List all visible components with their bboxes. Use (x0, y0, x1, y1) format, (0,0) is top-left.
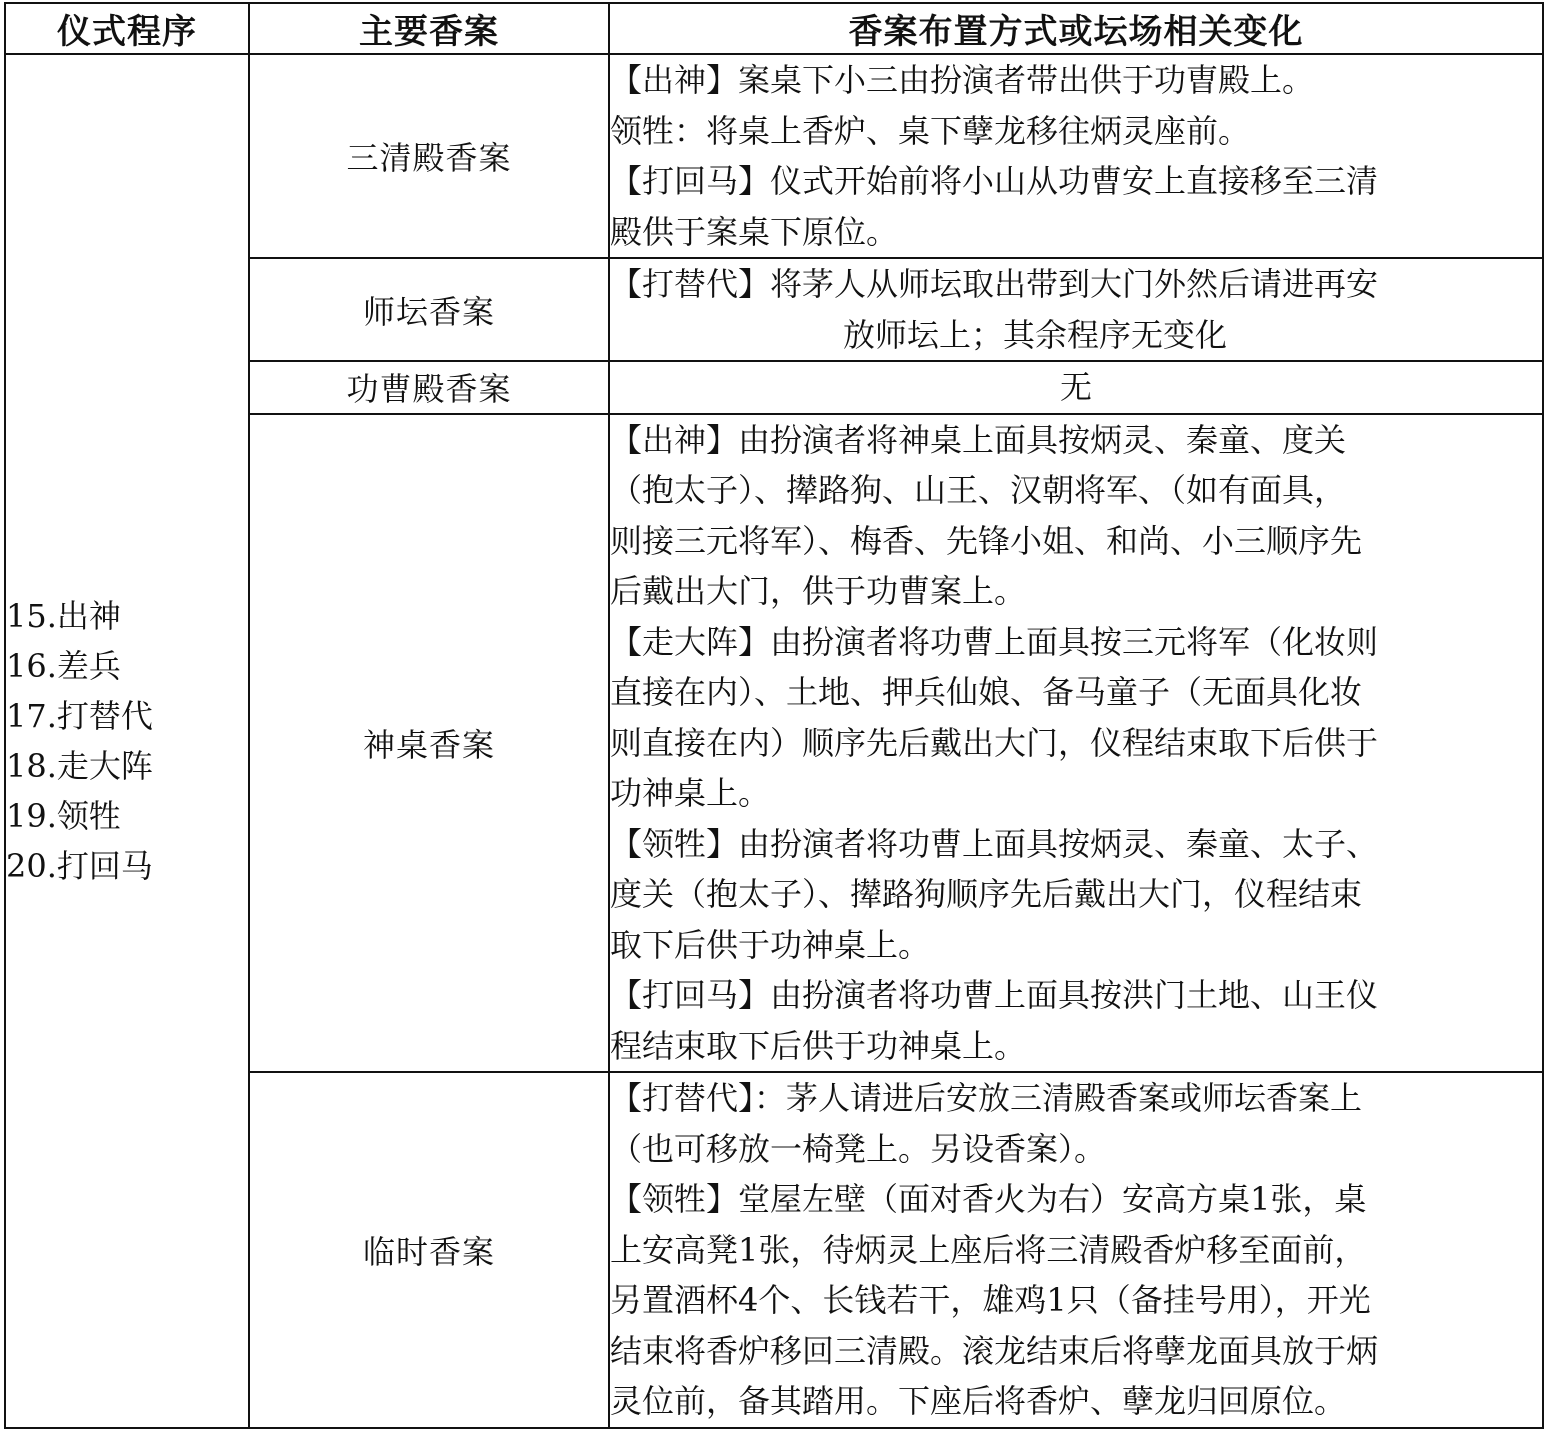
arrangement-line: 取下后供于功神桌上。 (610, 925, 931, 964)
ritual-table (4, 2, 1544, 1429)
arrangement-line: 【出神】案桌下小三由扮演者带出供于功曺殿上。 (610, 61, 1315, 99)
header-procedure: 仪式程序 (5, 3, 249, 54)
altar-name: 神桌香案 (249, 414, 609, 1073)
header-arrangement: 香案布置方式或坛场相关变化 (609, 3, 1543, 54)
arrangement-line: 【打回马】仪式开始前将小山从功曹安上直接移至三清 (610, 162, 1379, 200)
altar-name: 功曹殿香案 (249, 361, 609, 414)
arrangement-line: 【领牲】堂屋左壁（面对香火为右）安高方桌1张，桌 (610, 1180, 1367, 1219)
arrangement-line: 殿供于案桌下原位。 (610, 212, 899, 251)
arrangement-line: 【走大阵】由扮演者将功曹上面具按三元将军（化妆则 (610, 622, 1379, 661)
table-row (5, 54, 1543, 258)
arrangement-line: 直接在内）、土地、押兵仙娘、备马童子（无面具化妆 (610, 673, 1363, 711)
arrangement-cell (609, 414, 1543, 1073)
arrangement-cell (609, 54, 1543, 258)
arrangement-cell (609, 361, 1543, 414)
arrangement-line: 【打回马】由扮演者将功曹上面具按洪门土地、山王仪 (610, 976, 1379, 1014)
arrangement-line: 则接三元将军）、梅香、先锋小姐、和尚、小三顺序先 (610, 521, 1363, 560)
arrangement-line: 【打替代】：茅人请进后安放三清殿香案或师坛香案上 (610, 1079, 1363, 1118)
procedure-step: 18.走大阵 (6, 747, 153, 785)
altar-name: 临时香案 (249, 1072, 609, 1428)
arrangement-line: 无 (1059, 368, 1092, 406)
arrangement-line: 功神桌上。 (610, 774, 771, 812)
procedure-step: 16.差兵 (6, 647, 121, 685)
arrangement-cell (609, 258, 1543, 361)
arrangement-line: 度关（抱太子）、撵路狗顺序先后戴出大门，仪程结束 (610, 875, 1363, 913)
procedure-step: 17.打替代 (6, 697, 153, 735)
procedure-step: 20.打回马 (6, 847, 153, 885)
header-main-altar: 主要香案 (249, 3, 609, 54)
arrangement-line: 灵位前，备其踏用。下座后将香炉、孽龙归回原位。 (610, 1382, 1347, 1421)
header-row (5, 3, 1543, 54)
arrangement-line: 【出神】由扮演者将神桌上面具按炳灵、秦童、度关 (610, 420, 1347, 459)
arrangement-line: 上安高凳1张，待炳灵上座后将三清殿香炉移至面前， (610, 1230, 1367, 1269)
arrangement-line: （抱太子）、撵路狗、山王、汉朝将军、（如有面具， (610, 471, 1347, 509)
arrangement-cell (609, 1072, 1543, 1428)
arrangement-line: 则直接在内）顺序先后戴出大门，仪程结束取下后供于 (610, 723, 1379, 762)
altar-name: 师坛香案 (249, 258, 609, 361)
arrangement-line: 【领牲】由扮演者将功曹上面具按炳灵、秦童、太子、 (610, 824, 1379, 863)
procedure-step: 15.出神 (6, 597, 121, 635)
arrangement-line: （也可移放一椅凳上。另设香案）。 (610, 1129, 1107, 1168)
arrangement-line: 领牲：将桌上香炉、桌下孽龙移往炳灵座前。 (610, 111, 1251, 150)
arrangement-line: 程结束取下后供于功神桌上。 (610, 1026, 1027, 1065)
arrangement-line: 【打替代】将茅人从师坛取出带到大门外然后请进再安 (610, 265, 1379, 303)
arrangement-line: 后戴出大门，供于功曹案上。 (610, 572, 1027, 610)
procedure-steps-cell (5, 54, 249, 1428)
altar-name: 三清殿香案 (249, 54, 609, 258)
procedure-step: 19.领牲 (6, 797, 121, 835)
arrangement-line: 放师坛上；其余程序无变化 (843, 315, 1228, 354)
arrangement-line: 另置酒杯4个、长钱若干，雄鸡1只（备挂号用），开光 (610, 1281, 1371, 1320)
arrangement-line: 结束将香炉移回三清殿。滚龙结束后将孽龙面具放于炳 (610, 1331, 1379, 1370)
